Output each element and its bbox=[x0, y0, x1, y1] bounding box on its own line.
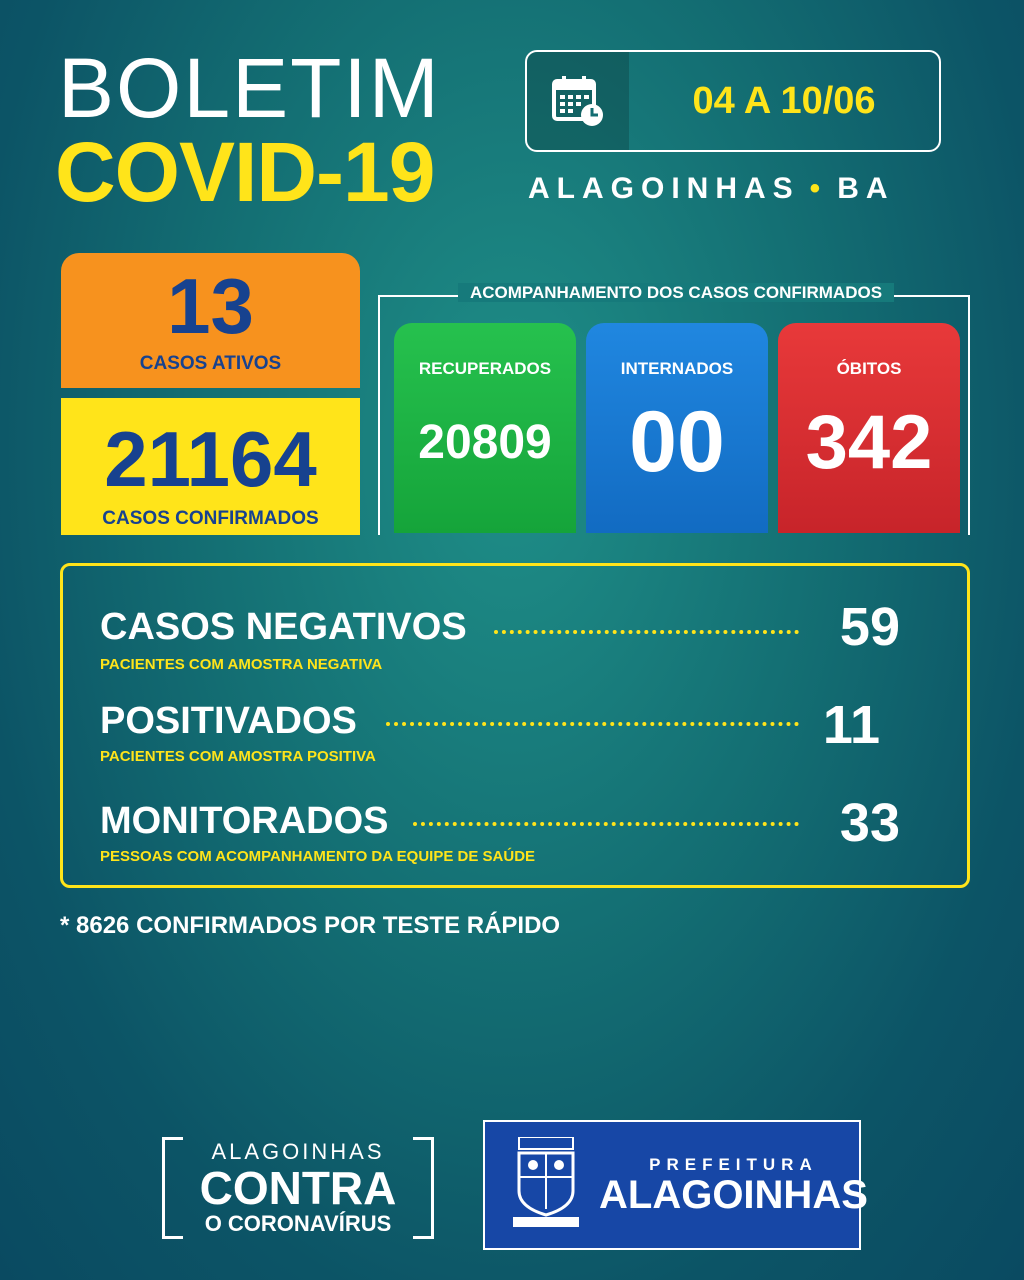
campaign-bottom: O CORONAVÍRUS bbox=[204, 1211, 392, 1236]
city-crest-icon bbox=[513, 1137, 579, 1234]
active-cases-value: 13 bbox=[167, 262, 254, 350]
positive-subtitle: PACIENTES COM AMOSTRA POSITIVA bbox=[100, 748, 376, 765]
active-cases-box bbox=[61, 253, 360, 388]
campaign-logo bbox=[162, 1137, 434, 1235]
monitored-value: 33 bbox=[839, 793, 900, 853]
negative-dots bbox=[494, 630, 799, 634]
footnote: * 8626 CONFIRMADOS POR TESTE RÁPIDO bbox=[60, 912, 561, 939]
hospitalized-value: 00 bbox=[629, 394, 725, 490]
separator-dot: • bbox=[809, 172, 828, 205]
date-range-text: 04 A 10/06 bbox=[692, 79, 876, 122]
hospitalized-label: INTERNADOS bbox=[620, 359, 734, 378]
campaign-top: ALAGOINHAS bbox=[211, 1139, 385, 1164]
city-hall-logo bbox=[483, 1120, 868, 1250]
city-hall-small: PREFEITURA bbox=[649, 1155, 818, 1174]
negative-subtitle: PACIENTES COM AMOSTRA NEGATIVA bbox=[100, 656, 383, 673]
city-state bbox=[528, 172, 948, 206]
negative-title: CASOS NEGATIVOS bbox=[100, 606, 467, 648]
city-hall-big: ALAGOINHAS bbox=[599, 1173, 868, 1217]
bracket-right bbox=[413, 1137, 434, 1239]
recovered-value: 20809 bbox=[418, 416, 552, 469]
negative-value: 59 bbox=[839, 597, 900, 657]
city-name: ALAGOINHAS bbox=[528, 172, 800, 205]
confirmed-cases-value: 21164 bbox=[104, 415, 317, 503]
active-cases-label: CASOS ATIVOS bbox=[139, 353, 282, 374]
bracket-left bbox=[162, 1137, 183, 1239]
recovered-label: RECUPERADOS bbox=[418, 359, 552, 378]
campaign-middle: CONTRA bbox=[199, 1162, 397, 1214]
deaths-value: 342 bbox=[805, 400, 933, 485]
confirmed-cases-box bbox=[61, 398, 360, 535]
positive-dots bbox=[386, 722, 799, 726]
date-range-box bbox=[525, 50, 941, 152]
recovered-card bbox=[394, 323, 576, 533]
title-covid: COVID-19 bbox=[55, 125, 435, 219]
monitored-title: MONITORADOS bbox=[100, 800, 389, 842]
state-name: BA bbox=[837, 172, 895, 205]
monitored-dots bbox=[413, 822, 799, 826]
tracking-title bbox=[420, 283, 932, 303]
monitored-subtitle: PESSOAS COM ACOMPANHAMENTO DA EQUIPE DE SAÚDE bbox=[100, 848, 536, 865]
deaths-label: ÓBITOS bbox=[836, 359, 902, 378]
hospitalized-card bbox=[586, 323, 768, 533]
title-boletim: BOLETIM bbox=[58, 41, 441, 135]
calendar-clock-icon bbox=[527, 52, 629, 150]
deaths-card bbox=[778, 323, 960, 533]
positive-title: POSITIVADOS bbox=[100, 700, 357, 742]
confirmed-cases-label: CASOS CONFIRMADOS bbox=[102, 508, 319, 529]
positive-value: 11 bbox=[822, 695, 880, 755]
tracking-title-text: ACOMPANHAMENTO DOS CASOS CONFIRMADOS bbox=[458, 283, 894, 302]
